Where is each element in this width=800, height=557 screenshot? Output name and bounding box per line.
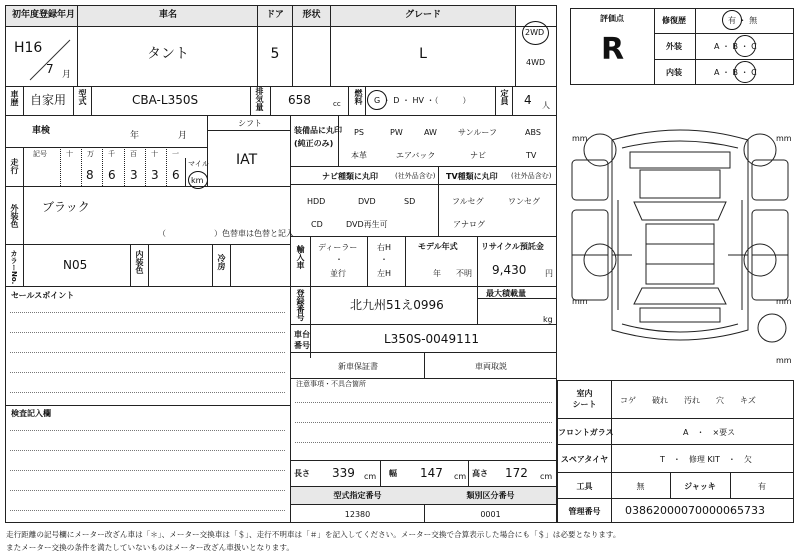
digit-unit: 万 bbox=[87, 150, 94, 158]
drive-2wd: 2WD bbox=[525, 28, 545, 37]
interior-options: A ・ B ・ C bbox=[714, 68, 757, 77]
equip-label: 装備品に丸印 bbox=[294, 126, 342, 135]
repair-options: 有 ・ 無 bbox=[728, 16, 758, 25]
class-number-value: 0001 bbox=[480, 510, 501, 519]
navi-item: SD bbox=[404, 197, 416, 206]
mileage-symbol-label: 記号 bbox=[33, 150, 47, 158]
tool-value: 無 bbox=[636, 482, 645, 491]
color-value: ブラック bbox=[42, 200, 90, 214]
load-label: 最大積載量 bbox=[486, 289, 526, 298]
length-value: 339 bbox=[332, 466, 355, 480]
color-label: 外装色 bbox=[10, 204, 19, 228]
cc-value: 658 bbox=[288, 93, 311, 107]
fuel-options: G ・ D ・ HV ・（ ） bbox=[374, 96, 471, 105]
cc-unit: cc bbox=[333, 100, 341, 108]
shift-value: IAT bbox=[236, 152, 258, 168]
month-unit: 月 bbox=[62, 70, 72, 80]
equip-item: AW bbox=[424, 128, 437, 137]
jack-label: ジャッキ bbox=[684, 482, 716, 491]
length-unit: cm bbox=[364, 472, 377, 481]
fuel-label: 燃料 bbox=[354, 89, 363, 105]
equip-item: サンルーフ bbox=[458, 128, 497, 137]
equip-sub: (純正のみ) bbox=[294, 139, 334, 148]
digit-unit: 十 bbox=[66, 150, 73, 158]
sales-point-label: セールスポイント bbox=[11, 291, 75, 300]
reg-date-label: 初年度登録年月 bbox=[12, 10, 76, 20]
score-value: R bbox=[601, 32, 625, 67]
digit-unit: 一 bbox=[172, 150, 179, 158]
tool-label: 工具 bbox=[576, 482, 593, 491]
mileage-digit: 3 bbox=[151, 168, 159, 182]
model-value: CBA-L350S bbox=[132, 93, 199, 107]
grade-label: グレード bbox=[404, 10, 441, 20]
drive-4wd: 4WD bbox=[526, 58, 546, 67]
mgmt-label: 管理番号 bbox=[568, 507, 601, 516]
chassis-value: L350S-0049111 bbox=[384, 332, 479, 346]
notes-label: 注意事項・不具合箇所 bbox=[296, 380, 366, 388]
plate-value: 北九州51え0996 bbox=[350, 298, 444, 312]
navi-item: DVD bbox=[358, 197, 376, 206]
car-damage-diagram bbox=[562, 110, 798, 380]
footer-note-1: 走行距離の記号欄にメーター改ざん車は「＊」、メーター交換車は「＄」、走行不明車は「＃」を記入してください。メーター交換で合算表示した場合にも「＄」は必要となります。 bbox=[6, 530, 621, 539]
usage-value: 自家用 bbox=[30, 93, 67, 107]
type-number-value: 12380 bbox=[344, 510, 371, 519]
grade-value: L bbox=[419, 46, 427, 62]
navi-item: HDD bbox=[307, 197, 326, 206]
jack-value: 有 bbox=[758, 482, 766, 491]
inspection-year-unit: 年 bbox=[130, 131, 140, 141]
cc-label: 排気量 bbox=[255, 87, 264, 111]
glass-label: フロントガラス bbox=[558, 428, 614, 437]
recycle-label: リサイクル預託金 bbox=[481, 242, 544, 251]
spare-items: T ・ 修理 KIT ・ 欠 bbox=[660, 455, 752, 464]
width-label: 幅 bbox=[389, 469, 397, 478]
digit-unit: 十 bbox=[151, 150, 158, 158]
shift-label: シフト bbox=[238, 119, 262, 128]
class-number-label: 類別区分番号 bbox=[466, 491, 515, 500]
inspection-label: 車検 bbox=[32, 126, 51, 136]
navi-type-label: ナビ種類に丸印 bbox=[322, 172, 378, 181]
color-note: （ ）色替車は色替と記入 bbox=[158, 229, 294, 238]
height-value: 172 bbox=[505, 466, 528, 480]
inspection-month-unit: 月 bbox=[178, 131, 188, 141]
capacity-unit: 人 bbox=[542, 101, 550, 110]
car-name: タント bbox=[147, 46, 189, 62]
seat-label: 室内 シート bbox=[572, 389, 597, 409]
modelyear-unit: 年 bbox=[433, 269, 441, 278]
length-label: 長さ bbox=[294, 469, 310, 478]
mileage-digit: 6 bbox=[108, 168, 116, 182]
import-right: 右H bbox=[377, 243, 392, 252]
tv-item: アナログ bbox=[453, 220, 485, 229]
equip-item: ナビ bbox=[470, 151, 486, 160]
seat-items: コゲ 破れ 汚れ 穴 キズ bbox=[620, 396, 756, 405]
digit-unit: 百 bbox=[130, 150, 137, 158]
width-unit: cm bbox=[454, 472, 467, 481]
equip-item: ABS bbox=[525, 128, 541, 137]
score-label: 評価点 bbox=[600, 14, 624, 23]
mileage-label: 走行 bbox=[10, 158, 19, 174]
mgmt-value: 03862000070000065733 bbox=[625, 504, 765, 517]
modelyear-unknown: 不明 bbox=[456, 269, 472, 278]
cooler-label: 冷房 bbox=[217, 254, 226, 270]
equip-item: エアバック bbox=[396, 151, 436, 160]
import-parallel: 並行 bbox=[330, 269, 346, 278]
modelyear-label: モデル年式 bbox=[418, 242, 458, 251]
repair-label: 修復歴 bbox=[662, 16, 686, 25]
equip-item: TV bbox=[526, 151, 537, 160]
tv-item: ワンセグ bbox=[508, 197, 540, 206]
mile-label: マイル bbox=[188, 160, 209, 168]
navi-item: CD bbox=[311, 220, 323, 229]
tv-item: フルセグ bbox=[452, 197, 484, 206]
colorno-label: カラーNo. bbox=[10, 250, 18, 285]
reg-month: 7 bbox=[46, 62, 54, 76]
reg-era: H16 bbox=[14, 40, 43, 56]
equip-item: PS bbox=[354, 128, 364, 137]
type-number-label: 型式指定番号 bbox=[333, 491, 382, 500]
mm-label: mm bbox=[572, 297, 588, 306]
load-unit: kg bbox=[543, 315, 553, 324]
footer-note-2: またメーター交換の条件を満たしていないものはメーター改ざん車扱いとなります。 bbox=[6, 543, 294, 552]
height-label: 高さ bbox=[472, 469, 488, 478]
car-name-label: 車名 bbox=[158, 10, 177, 20]
dot-separator: ・ bbox=[335, 255, 343, 264]
mm-label: mm bbox=[776, 356, 792, 365]
colorno-value: N05 bbox=[63, 258, 88, 272]
import-left: 左H bbox=[377, 269, 392, 278]
width-value: 147 bbox=[420, 466, 443, 480]
tv-type-sub: (社外品含む) bbox=[511, 172, 552, 180]
recycle-yen: 円 bbox=[545, 269, 553, 278]
digit-unit: 千 bbox=[108, 150, 115, 158]
usage-label: 車歴 bbox=[10, 90, 19, 106]
manual-label: 車両取説 bbox=[475, 362, 507, 371]
warranty-label: 新車保証書 bbox=[338, 362, 378, 371]
mm-label: mm bbox=[776, 297, 792, 306]
capacity-value: 4 bbox=[524, 93, 532, 107]
dot-separator: ・ bbox=[380, 255, 388, 264]
equip-item: 本革 bbox=[351, 151, 367, 160]
plate-label: 登録番号 bbox=[296, 289, 305, 321]
interior-color-label: 内装色 bbox=[135, 250, 144, 274]
mm-label: mm bbox=[776, 134, 792, 143]
navi-type-sub: (社外品含む) bbox=[395, 172, 436, 180]
mileage-digit: 3 bbox=[130, 168, 138, 182]
shape-label: 形状 bbox=[302, 10, 321, 20]
height-unit: cm bbox=[540, 472, 553, 481]
km-label: km bbox=[191, 176, 204, 185]
exterior-label: 外装 bbox=[666, 42, 682, 51]
mm-label: mm bbox=[572, 134, 588, 143]
mileage-digit: 8 bbox=[86, 168, 94, 182]
model-label: 型式 bbox=[78, 89, 87, 105]
tv-type-label: TV種類に丸印 bbox=[446, 172, 498, 181]
equip-item: PW bbox=[390, 128, 403, 137]
spare-label: スペアタイヤ bbox=[560, 455, 609, 464]
main-form-frame bbox=[5, 5, 557, 523]
chassis-label-1: 車台 bbox=[294, 330, 310, 339]
capacity-label: 定員 bbox=[500, 89, 509, 105]
inspection-notes-label: 検査記入欄 bbox=[11, 409, 51, 418]
recycle-value: 9,430 bbox=[492, 263, 527, 277]
door-value: 5 bbox=[270, 46, 280, 62]
mileage-digit: 6 bbox=[172, 168, 180, 182]
door-label: ドア bbox=[266, 10, 284, 20]
chassis-label-2: 番号 bbox=[294, 341, 310, 350]
interior-label: 内装 bbox=[666, 68, 682, 77]
exterior-options: A ・ B ・ C bbox=[714, 42, 757, 51]
navi-item: DVD再生可 bbox=[346, 220, 388, 229]
glass-items: A ・ ×要ス bbox=[683, 428, 736, 437]
import-label: 輸入車 bbox=[296, 245, 305, 269]
import-dealer: ディーラー bbox=[318, 243, 358, 252]
